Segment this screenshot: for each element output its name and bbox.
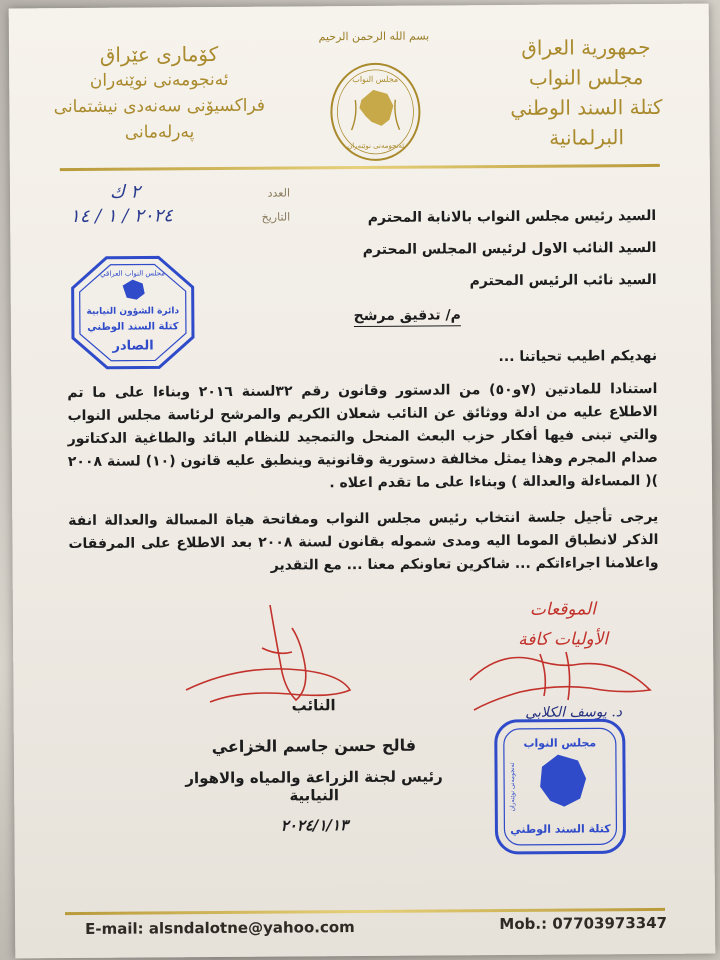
letterhead-right-line-4: البرلمانية — [549, 125, 625, 150]
handwritten-note — [463, 594, 663, 655]
date-label: التاريخ — [261, 210, 291, 224]
signer-date: ٢٠٢٤/١/١٣ — [280, 816, 349, 835]
emblem-icon — [327, 60, 424, 165]
stamp-top-line-4: الصادر — [112, 338, 154, 354]
outgoing-stamp — [68, 253, 197, 372]
second-signer-name: د. يوسف الكلابي — [525, 704, 623, 721]
handwritten-note-line-1: الموقعات — [529, 599, 596, 620]
stamp-bottom-side-text: ئەنجومەنی نوێنەران — [508, 762, 517, 812]
iraq-map-icon — [123, 280, 145, 300]
stamp-top-line-2: دائرة الشؤون النيابية — [86, 306, 180, 317]
letterhead-right — [481, 32, 692, 153]
signer-position: رئيس لجنة الزراعة والمياه والاهوار النيابية — [185, 767, 443, 805]
letterhead-right-line-2: مجلس النواب — [528, 65, 644, 90]
header-divider — [60, 164, 660, 171]
letterhead-left-line-3: فراکسیۆنی سەنەدی نیشتمانی — [53, 95, 266, 118]
recipient-line: السيد النائب الاول لرئيس المجلس المحترم — [362, 239, 657, 258]
iraq-map-icon — [540, 754, 586, 806]
body-paragraph-1: استنادا للمادتين (٧و٥٠) من الدستور وقانون رقم ٣٢لسنة ٢٠١٦ وبناءا على ما تم الاطلاع عليه من ادلة ووثائق عن النائب شعلان الكريم والمرشح لرئاسة مجلس النواب والتي تبنى فيها أفكار حزب البعث المنحل والتمجيد للنظام البائد والطاغية الدكتاتور صدام المجرم وهذا يمثل مخالفة دستورية وقانونية وينطبق عليه قانون (١٠) لسنة ٢٠٠٨ )( المساءلة والعدالة ) وبناءا على ما تقدم اعلاه . — [67, 380, 659, 492]
letterhead-left-line-4: پەرلەمانی — [124, 122, 195, 143]
bismillah-text: بسم الله الرحمن الرحيم — [318, 29, 430, 44]
parliament-emblem — [327, 60, 424, 165]
handwritten-note-line-2: الأوليات كافة — [518, 629, 609, 650]
footer-mobile: Mob.: 07703973347 — [499, 913, 668, 934]
letterhead-right-line-1: جمهورية العراق — [521, 34, 651, 60]
bloc-stamp — [492, 716, 629, 857]
body-paragraph-2: يرجى تأجيل جلسة انتخاب رئيس مجلس النواب ومفاتحة هياة المسالة والعدالة انفة الذكر لانطباق الموما اليه ومدى شموله بقانون لسنة ٢٠٠٨ بعد الاطلاع على المرفقات واعلامنا اجراءاتكم ... شاكرين تعاونكم معنا ... مع التقدير — [68, 508, 659, 574]
letterhead-left — [49, 41, 270, 147]
stamp-top-line-1: مجلس النواب العراقي — [100, 269, 165, 278]
footer-email: E-mail: alsndalotne@yahoo.com — [85, 918, 355, 938]
emblem-sub-label: ئەنجومەنی نوێنەران — [347, 141, 405, 151]
greeting-line: نهديكم اطيب تحياتنا ... — [498, 347, 658, 366]
stamp-top-line-3: كتلة السند الوطني — [87, 321, 179, 333]
letter-paper — [9, 4, 716, 959]
subject-line: م/ تدقيق مرشح — [354, 307, 461, 327]
signer-name: فالح حسن جاسم الخزاعي — [211, 735, 417, 757]
recipients-list — [236, 200, 657, 299]
stamp-bottom-top-text: مجلس النواب — [523, 736, 597, 750]
letterhead-left-line-1: كۆماری عێراق — [99, 41, 219, 67]
letterhead-left-line-2: ئەنجومەنی نوێنەران — [89, 69, 229, 91]
date-value: ٢٠٢٤ / ١ / ١٤ — [70, 205, 173, 228]
number-value: ٢ ك — [109, 181, 141, 203]
number-label: العدد — [267, 186, 291, 200]
stamp-bottom-bottom-text: كتلة السند الوطني — [510, 822, 611, 836]
recipient-line: السيد رئيس مجلس النواب بالانابة المحترم — [367, 207, 657, 226]
signer-title: النائب — [291, 696, 336, 715]
emblem-label: مجلس النواب — [352, 74, 399, 85]
recipient-line: السيد نائب الرئيس المحترم — [469, 271, 657, 290]
letterhead-right-line-3: كتلة السند الوطني — [510, 94, 663, 120]
